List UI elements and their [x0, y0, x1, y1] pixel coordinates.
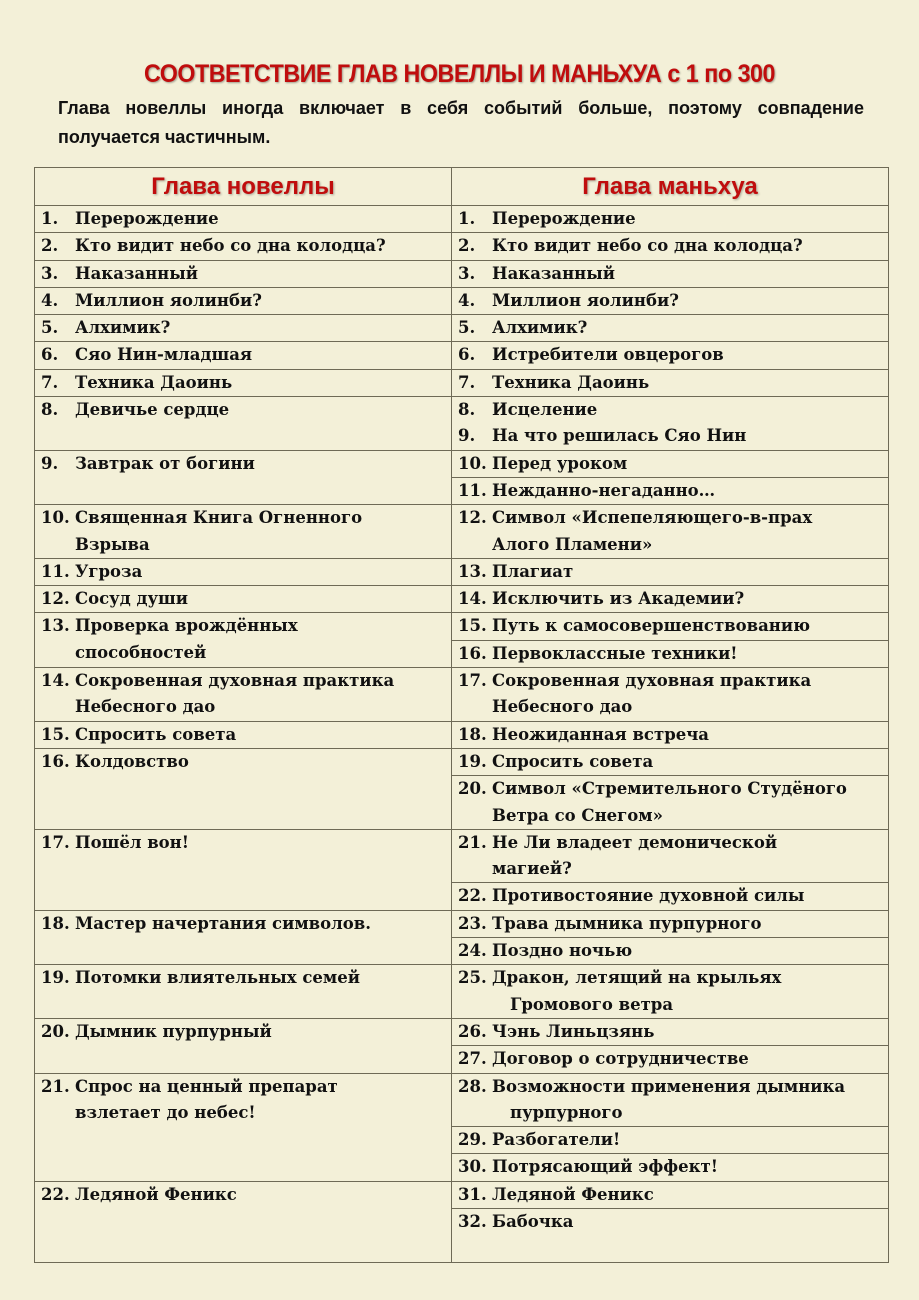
novel-chapter-line [41, 1074, 451, 1100]
table-row [35, 397, 889, 451]
chapter-title: Миллион яолинби? [492, 290, 679, 310]
manhua-chapter-entry [452, 1126, 888, 1153]
chapter-number: 4. [41, 290, 59, 310]
chapter-number: 9. [458, 426, 476, 446]
manhua-chapter-entry [458, 370, 888, 396]
manhua-chapter-entry [458, 288, 888, 314]
chapter-title: Перерождение [492, 209, 636, 228]
chapter-title: Возможности применения дымника [492, 1076, 846, 1096]
manhua-chapter-cell [452, 315, 889, 342]
manhua-chapter-cell [452, 558, 889, 585]
manhua-chapter-entry [452, 882, 888, 909]
chapter-number: 3. [458, 263, 476, 283]
chapter-number: 11. [458, 480, 487, 500]
manhua-chapter-line [458, 856, 888, 882]
chapter-number: 12. [41, 589, 70, 609]
chapter-number: 24. [458, 941, 487, 961]
manhua-chapter-cell [452, 613, 889, 668]
table-row [35, 450, 889, 505]
novel-chapter-cell [35, 829, 452, 910]
manhua-chapter-line [458, 1019, 888, 1045]
chapter-number: 5. [458, 318, 476, 338]
chapter-number: 10. [41, 508, 70, 528]
manhua-chapter-cell [452, 287, 889, 314]
chapter-title: Миллион яолинби? [75, 290, 262, 310]
manhua-chapter-line [458, 586, 888, 612]
blank-line [458, 1235, 888, 1261]
chapter-title: Алхимик? [492, 318, 588, 338]
table-row [35, 342, 889, 369]
novel-chapter-cell [35, 450, 452, 505]
chapter-number: 28. [458, 1076, 487, 1096]
manhua-chapter-entry [458, 559, 888, 585]
manhua-chapter-line [458, 288, 888, 314]
manhua-chapter-line [458, 992, 888, 1018]
chapter-title: Договор о сотрудничестве [492, 1049, 749, 1069]
manhua-chapter-entry [452, 775, 888, 829]
chapter-title: Первоклассные техники! [492, 643, 738, 663]
chapter-title: Техника Даоинь [492, 372, 650, 392]
chapter-title: Плагиат [492, 561, 574, 581]
chapter-title: Потомки влиятельных семей [75, 968, 360, 988]
manhua-chapter-entry [458, 206, 888, 232]
chapter-title: Мастер начертания символов. [75, 913, 371, 933]
chapter-title: Завтрак от богини [75, 453, 255, 473]
chapter-number: 12. [458, 508, 487, 528]
manhua-chapter-entry [458, 261, 888, 287]
table-row [35, 206, 889, 233]
novel-chapter-line [41, 1019, 451, 1045]
chapter-number: 16. [41, 751, 70, 771]
table-row [35, 748, 889, 829]
manhua-chapter-entry [458, 342, 888, 368]
table-row [35, 586, 889, 613]
chapter-number: 20. [458, 779, 487, 799]
chapter-title: Перед уроком [492, 453, 628, 473]
chapter-title: Поздно ночью [492, 941, 633, 961]
novel-chapter-line [41, 668, 451, 694]
chapter-number: 13. [458, 561, 487, 581]
chapter-number: 14. [458, 589, 487, 609]
novel-chapter-cell [35, 206, 452, 233]
novel-chapter-line [41, 640, 451, 666]
chapter-title: Наказанный [75, 263, 199, 283]
chapter-title: Небесного дао [492, 697, 633, 717]
chapter-title: Ледяной Феникс [492, 1184, 654, 1204]
chapter-title: пурпурного [510, 1102, 623, 1122]
chapter-number: 11. [41, 561, 70, 581]
manhua-chapter-line [458, 397, 888, 423]
novel-chapter-cell [35, 397, 452, 451]
chapter-title: Неожиданная встреча [492, 724, 709, 744]
manhua-chapter-line [458, 965, 888, 991]
table-row [35, 910, 889, 965]
table-row [35, 965, 889, 1019]
novel-chapter-cell [35, 558, 452, 585]
chapter-number: 14. [41, 671, 70, 691]
chapter-number: 9. [41, 453, 59, 473]
table-row [35, 315, 889, 342]
chapter-number: 7. [458, 372, 476, 392]
chapter-number: 23. [458, 913, 487, 933]
novel-chapter-cell [35, 315, 452, 342]
manhua-chapter-entry [458, 1074, 888, 1127]
chapter-title: Взрыва [75, 534, 150, 554]
manhua-chapter-line [458, 505, 888, 531]
novel-chapter-line [41, 830, 451, 856]
chapter-title: Нежданно-негаданно… [492, 480, 716, 500]
manhua-chapter-line [458, 749, 888, 775]
chapter-number: 7. [41, 372, 59, 392]
table-row [35, 613, 889, 668]
chapter-title: Чэнь Линьцзянь [492, 1021, 655, 1041]
chapter-number: 17. [41, 832, 70, 852]
header-novel-chapter: Глава новеллы [35, 168, 452, 206]
chapter-title: Ледяной Феникс [75, 1184, 237, 1204]
chapter-title: На что решилась Сяо Нин [492, 426, 747, 446]
manhua-chapter-cell [452, 1073, 889, 1181]
manhua-chapter-entry [458, 1182, 888, 1208]
chapter-title: Трава дымника пурпурного [492, 913, 762, 933]
manhua-chapter-line [458, 532, 888, 558]
table-row [35, 829, 889, 910]
manhua-chapter-entry [452, 1045, 888, 1072]
chapter-number: 18. [41, 913, 70, 933]
manhua-chapter-line [458, 694, 888, 720]
manhua-chapter-line [458, 613, 888, 639]
chapter-title: Колдовство [75, 751, 189, 771]
manhua-chapter-cell [452, 1018, 889, 1073]
page-title: СООТВЕТСТВИЕ ГЛАВ НОВЕЛЛЫ И МАНЬХУА с 1 по 300 [144, 60, 775, 88]
chapter-number: 32. [458, 1211, 487, 1231]
table-row [35, 505, 889, 559]
manhua-chapter-line [458, 342, 888, 368]
manhua-chapter-line [458, 1074, 888, 1100]
novel-chapter-line [41, 261, 451, 287]
chapter-number: 30. [458, 1157, 487, 1177]
chapter-title: Символ «Испепеляющего-в-прах [492, 508, 813, 528]
table-row [35, 1181, 889, 1262]
table-row [35, 233, 889, 260]
novel-chapter-cell [35, 1181, 452, 1262]
chapter-title: Проверка врождённых [75, 616, 298, 636]
novel-chapter-line [41, 911, 451, 937]
manhua-chapter-line [458, 261, 888, 287]
manhua-chapter-entry [458, 315, 888, 341]
manhua-chapter-entry [458, 749, 888, 775]
novel-chapter-line [41, 586, 451, 612]
chapter-correspondence-table [34, 167, 889, 1263]
manhua-chapter-cell [452, 668, 889, 722]
manhua-chapter-cell [452, 1181, 889, 1262]
novel-chapter-line [41, 965, 451, 991]
chapter-title: Путь к самосовершенствованию [492, 616, 811, 636]
chapter-title: Небесного дао [75, 697, 216, 717]
manhua-chapter-entry [458, 668, 888, 721]
novel-chapter-cell [35, 260, 452, 287]
novel-chapter-cell [35, 613, 452, 668]
manhua-chapter-entry [458, 613, 888, 639]
manhua-chapter-cell [452, 965, 889, 1019]
manhua-chapter-cell [452, 505, 889, 559]
manhua-chapter-line [458, 776, 888, 802]
novel-chapter-line [41, 722, 451, 748]
manhua-chapter-entry [458, 911, 888, 937]
novel-chapter-line [41, 1182, 451, 1208]
novel-chapter-cell [35, 721, 452, 748]
novel-chapter-cell [35, 342, 452, 369]
chapter-number: 6. [458, 345, 476, 365]
chapter-number: 2. [41, 236, 59, 256]
chapter-title: Ветра со Снегом» [492, 805, 663, 825]
chapter-title: Кто видит небо со дна колодца? [75, 236, 386, 256]
chapter-number: 22. [41, 1184, 70, 1204]
manhua-chapter-cell [452, 260, 889, 287]
manhua-chapter-cell [452, 910, 889, 965]
chapter-title: Дымник пурпурный [75, 1021, 272, 1041]
manhua-chapter-cell [452, 206, 889, 233]
chapter-title: Спросить совета [75, 724, 237, 744]
chapter-number: 29. [458, 1130, 487, 1150]
chapter-title: Символ «Стремительного Студёного [492, 779, 847, 799]
manhua-chapter-entry [458, 505, 888, 558]
chapter-title: Алхимик? [75, 318, 171, 338]
novel-chapter-line [41, 397, 451, 423]
novel-chapter-line [41, 233, 451, 259]
chapter-number: 1. [41, 209, 59, 228]
novel-chapter-line [41, 370, 451, 396]
novel-chapter-cell [35, 369, 452, 396]
chapter-number: 21. [458, 832, 487, 852]
chapter-title: Разбогатели! [492, 1130, 621, 1150]
chapter-number: 17. [458, 671, 487, 691]
manhua-chapter-line [458, 451, 888, 477]
manhua-chapter-line [458, 423, 888, 449]
novel-chapter-line [41, 1100, 451, 1126]
chapter-title: Истребители овцерогов [492, 345, 724, 365]
manhua-chapter-entry [458, 830, 888, 883]
manhua-chapter-entry [458, 586, 888, 612]
chapter-title: Сосуд души [75, 589, 189, 609]
table-row [35, 668, 889, 722]
manhua-chapter-line [458, 641, 888, 667]
chapter-number: 19. [458, 751, 487, 771]
manhua-chapter-line [458, 883, 888, 909]
chapter-number: 8. [41, 400, 59, 420]
chapter-title: Священная Книга Огненного [75, 508, 363, 528]
chapter-title: Спрос на ценный препарат [75, 1076, 338, 1096]
chapter-title: Сокровенная духовная практика [75, 671, 395, 691]
novel-chapter-cell [35, 505, 452, 559]
chapter-title: Алого Пламени» [492, 534, 653, 554]
manhua-chapter-cell [452, 829, 889, 910]
chapter-number: 18. [458, 724, 487, 744]
table-row [35, 369, 889, 396]
manhua-chapter-entry [452, 937, 888, 964]
chapter-title: Исцеление [492, 400, 598, 420]
chapter-number: 15. [458, 616, 487, 636]
novel-chapter-cell [35, 668, 452, 722]
manhua-chapter-entry [458, 397, 888, 423]
manhua-chapter-entry [452, 1208, 888, 1235]
manhua-chapter-line [458, 315, 888, 341]
chapter-title: Кто видит небо со дна колодца? [492, 236, 803, 256]
novel-chapter-cell [35, 1073, 452, 1181]
novel-chapter-line [41, 749, 451, 775]
chapter-number: 21. [41, 1076, 70, 1096]
chapter-title: Сокровенная духовная практика [492, 671, 812, 691]
novel-chapter-line [41, 206, 451, 232]
chapter-title: Дракон, летящий на крыльях [492, 968, 782, 988]
chapter-number: 20. [41, 1021, 70, 1041]
chapter-title: способностей [75, 642, 207, 662]
novel-chapter-line [41, 532, 451, 558]
chapter-number: 19. [41, 968, 70, 988]
chapter-number: 27. [458, 1049, 487, 1069]
chapter-title: Техника Даоинь [75, 372, 233, 392]
manhua-chapter-cell [452, 369, 889, 396]
chapter-title: Противостояние духовной силы [492, 886, 805, 906]
chapter-number: 6. [41, 345, 59, 365]
chapter-title: Не Ли владеет демонической [492, 832, 778, 852]
table-header-row [35, 168, 889, 206]
novel-chapter-cell [35, 910, 452, 965]
chapter-title: взлетает до небес! [75, 1102, 256, 1122]
chapter-number: 16. [458, 643, 487, 663]
chapter-title: Пошёл вон! [75, 832, 189, 852]
table-row [35, 1018, 889, 1073]
novel-chapter-cell [35, 586, 452, 613]
novel-chapter-line [41, 505, 451, 531]
manhua-chapter-line [458, 1100, 888, 1126]
manhua-chapter-line [458, 370, 888, 396]
manhua-chapter-line [458, 830, 888, 856]
manhua-chapter-line [458, 668, 888, 694]
chapter-number: 10. [458, 453, 487, 473]
chapter-title: Громового ветра [510, 994, 674, 1014]
novel-chapter-cell [35, 1018, 452, 1073]
chapter-number: 5. [41, 318, 59, 338]
manhua-chapter-line [458, 559, 888, 585]
manhua-chapter-line [458, 1154, 888, 1180]
manhua-chapter-cell [452, 748, 889, 829]
manhua-chapter-entry [458, 233, 888, 259]
chapter-number: 8. [458, 400, 476, 420]
manhua-chapter-line [458, 803, 888, 829]
intro-text: Глава новеллы иногда включает в себя событий больше, поэтому совпадение получается частичным. [58, 98, 864, 147]
manhua-chapter-line [458, 1046, 888, 1072]
chapter-title: Спросить совета [492, 751, 654, 771]
manhua-chapter-line [458, 938, 888, 964]
manhua-chapter-line [458, 1182, 888, 1208]
chapter-number: 26. [458, 1021, 487, 1041]
manhua-chapter-cell [452, 450, 889, 505]
manhua-chapter-line [458, 206, 888, 232]
chapter-number: 25. [458, 968, 487, 988]
chapter-title: Бабочка [492, 1211, 574, 1231]
header-manhua-chapter: Глава маньхуа [452, 168, 889, 206]
novel-chapter-line [41, 342, 451, 368]
table-row [35, 1073, 889, 1181]
table-row [35, 558, 889, 585]
manhua-chapter-line [458, 1209, 888, 1235]
chapter-title: Наказанный [492, 263, 616, 283]
manhua-chapter-entry [458, 423, 888, 449]
chapter-number: 13. [41, 616, 70, 636]
novel-chapter-line [41, 559, 451, 585]
table-row [35, 721, 889, 748]
manhua-chapter-line [458, 1127, 888, 1153]
manhua-chapter-entry [458, 451, 888, 477]
manhua-chapter-line [458, 911, 888, 937]
chapter-number: 3. [41, 263, 59, 283]
manhua-chapter-entry [452, 477, 888, 504]
novel-chapter-line [41, 613, 451, 639]
chapter-title: Девичье сердце [75, 400, 230, 420]
manhua-chapter-cell [452, 586, 889, 613]
manhua-chapter-entry [458, 965, 888, 1018]
chapter-number: 1. [458, 209, 476, 228]
novel-chapter-cell [35, 748, 452, 829]
novel-chapter-cell [35, 287, 452, 314]
manhua-chapter-cell [452, 721, 889, 748]
novel-chapter-cell [35, 233, 452, 260]
manhua-chapter-entry [452, 1153, 888, 1180]
novel-chapter-cell [35, 965, 452, 1019]
chapter-title: Перерождение [75, 209, 219, 228]
novel-chapter-line [41, 315, 451, 341]
manhua-chapter-line [458, 722, 888, 748]
chapter-number: 31. [458, 1184, 487, 1204]
chapter-title: Угроза [75, 561, 143, 581]
chapter-title: Исключить из Академии? [492, 589, 745, 609]
chapter-number: 4. [458, 290, 476, 310]
chapter-title: Потрясающий эффект! [492, 1157, 718, 1177]
table-row [35, 260, 889, 287]
manhua-chapter-cell [452, 397, 889, 451]
manhua-chapter-entry [458, 1019, 888, 1045]
chapter-number: 22. [458, 886, 487, 906]
chapter-title: магией? [492, 859, 572, 879]
manhua-chapter-cell [452, 342, 889, 369]
manhua-chapter-line [458, 478, 888, 504]
novel-chapter-line [41, 288, 451, 314]
novel-chapter-line [41, 694, 451, 720]
novel-chapter-line [41, 451, 451, 477]
manhua-chapter-entry [458, 722, 888, 748]
manhua-chapter-line [458, 233, 888, 259]
manhua-chapter-entry [452, 640, 888, 667]
chapter-number: 2. [458, 236, 476, 256]
table-row [35, 287, 889, 314]
manhua-chapter-cell [452, 233, 889, 260]
chapter-title: Сяо Нин-младшая [75, 345, 253, 365]
chapter-number: 15. [41, 724, 70, 744]
